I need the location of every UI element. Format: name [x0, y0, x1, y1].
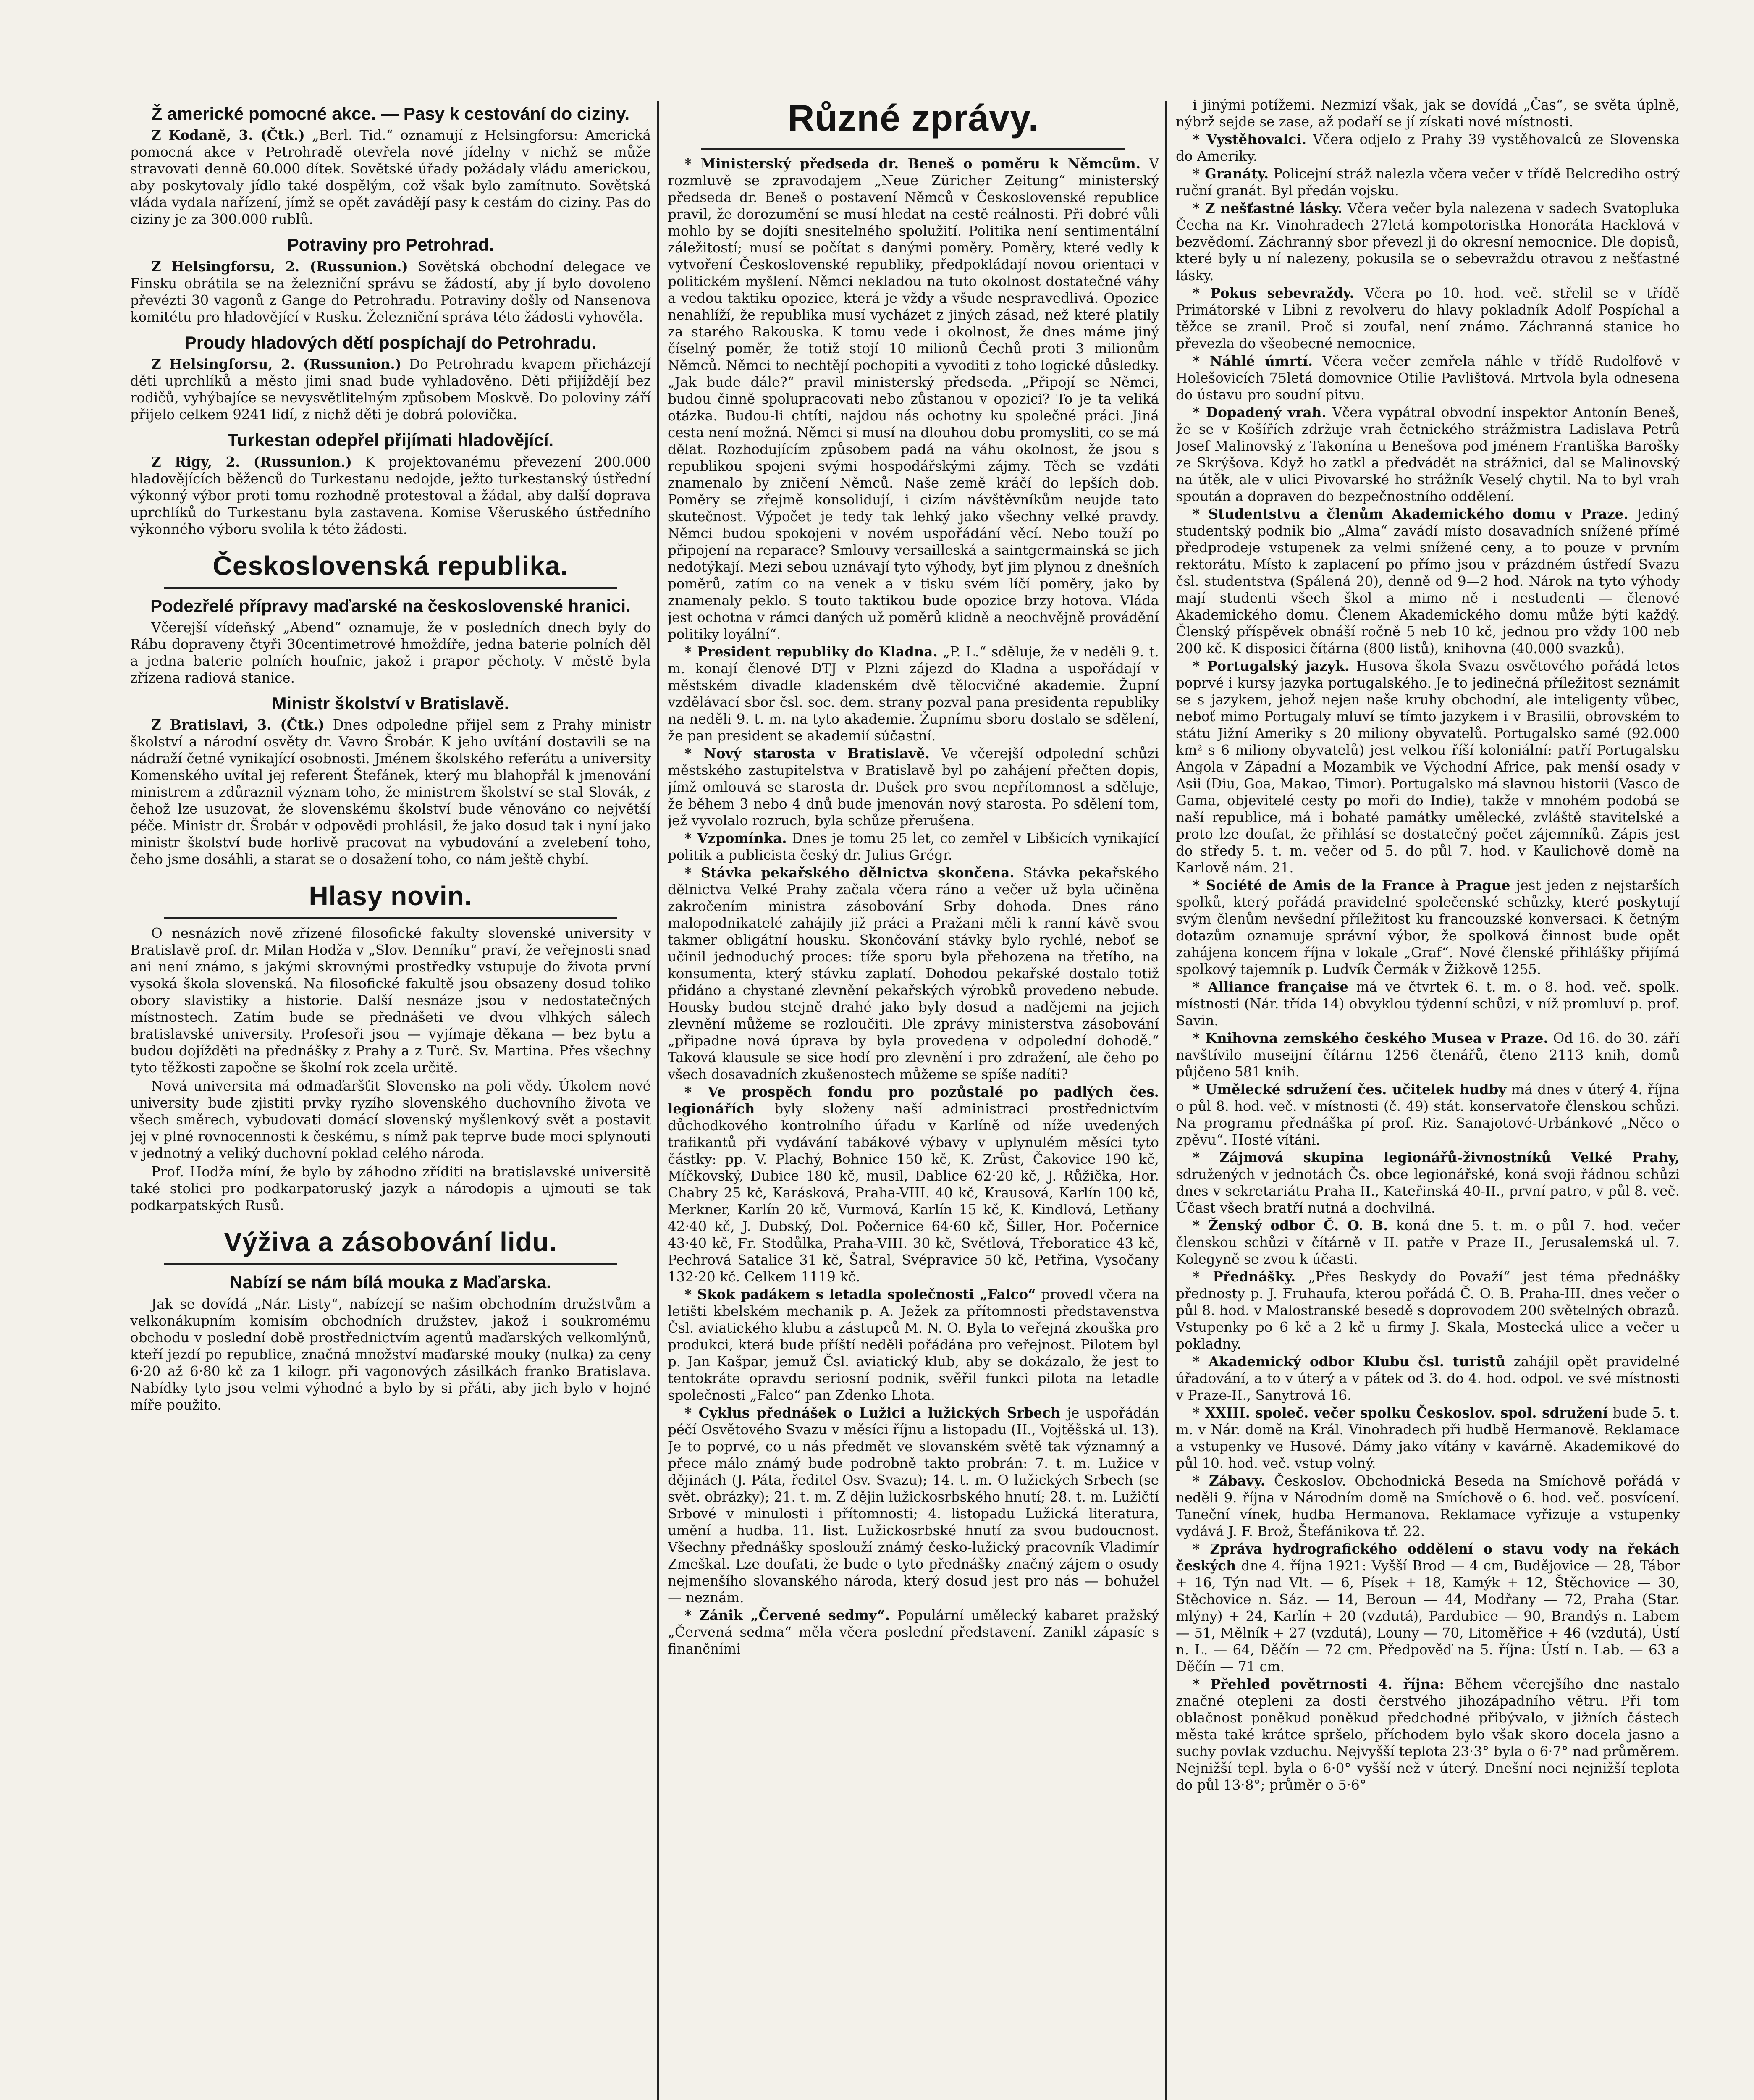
- item-lead: * Vystěhovalci.: [1193, 131, 1307, 147]
- item-text: „Berl. Tid.“ oznamují z Helsingforsu: Americká pomocná akce v Petrohradě otevřela nové jídelny v nichž se může stravovati denně 60.000 dítek. Sovětské úřady požádaly vládu americkou, aby poskytovaly jídlo také dospělým, což však bylo zamítnuto. Sovětská vláda vydala nařízení, jímž se opět zavádějí pasy k cestám do ciziny. Pas do ciziny je za 300.000 rublů.: [130, 127, 651, 228]
- article-paragraph: [130, 717, 651, 868]
- item-lead: * Náhlé úmrtí.: [1193, 353, 1313, 369]
- section-divider: [701, 148, 1125, 150]
- item-lead: * Umělecké sdružení čes. učitelek hudby: [1193, 1081, 1507, 1097]
- news-item: [1176, 200, 1680, 284]
- item-text: Včera večer byla nalezena v sadech Svatopluka Čecha na Kr. Vinohradech 27letá kompotoristka Honoráta Hacklová v bezvědomí. Záchranný sbor převezl ji do okresní nemocnice. Dle dopisů, které byly u ní nalezeny, pokusila se o sebevraždu otravou z nešťastné lásky.: [1176, 200, 1680, 284]
- news-item: [1176, 97, 1680, 130]
- news-item: [1176, 1353, 1680, 1404]
- item-text: Českoslov. Obchodnická Beseda na Smíchově pořádá v neděli 9. října v Národním domě na Smíchově o 6. hod. več. posvícení. Taneční vínek, hudba Hermanova. Reklamace vyřizuje a vstupenky vydává J. F. Brož, Štefánikova tř. 22.: [1176, 1473, 1680, 1539]
- news-item: [668, 1607, 1159, 1657]
- news-item: [1176, 1081, 1680, 1148]
- item-lead: * Z nešťastné lásky.: [1193, 200, 1342, 216]
- news-item: [668, 1084, 1159, 1285]
- news-item: [668, 1286, 1159, 1404]
- column-rule-right: [1165, 101, 1167, 2100]
- item-lead: Z Helsingforsu, 2. (Russunion.): [151, 258, 408, 275]
- news-item: [1176, 658, 1680, 876]
- item-text: K projektovanému převezení 200.000 hladovějících běženců do Turkestanu nedojde, ježto turkestanský ústřední výkonný výbor proti tomu rozhodně protestoval a žádal, aby další doprava uprchlíků do Turkestanu byla zastavena. Komise Všeruského ústředního výkonného výboru svolila k této žádosti.: [130, 454, 651, 537]
- item-text: má ve čtvrtek 6. t. m. o 8. hod. več. spolk. místnosti (Nár. třída 14) obvyklou týdenní schůzi, v níž promluví p. prof. Savin.: [1176, 979, 1680, 1029]
- item-lead: * Zájmová skupina legionářů-živnostníků Velké Prahy,: [1193, 1149, 1680, 1166]
- item-text: Včerejší vídeňský „Abend“ oznamuje, že v posledních dnech byly do Rábu dopraveny čtyři 30centimetrové hmoždíře, jedna baterie polních děl a jedna baterie polních houfnic, jakož i prapor pěchoty. V městě byla zřízena radiová stanice.: [130, 619, 651, 686]
- article-paragraph: [130, 1296, 651, 1413]
- item-text: má dnes v úterý 4. října o půl 8. hod. več. v místnosti (č. 49) stát. konservatoře členskou schůzi. Na programu přednáška pí prof. Riz. Sanajotové-Urbánkové „Něco o zpěvu“. Hosté vítáni.: [1176, 1082, 1680, 1148]
- news-item: [1176, 165, 1680, 199]
- item-lead: * Stávka pekařského dělnictva skončena.: [684, 864, 1015, 881]
- news-item: [1176, 1149, 1680, 1216]
- item-lead: Z Helsingforsu, 2. (Russunion.): [151, 356, 402, 373]
- item-lead: * Ženský odbor Č. O. B.: [1193, 1217, 1388, 1234]
- item-text: Prof. Hodža míní, že bylo by záhodno zříditi na bratislavské universitě také stolici pro podkarpatoruský jazyk a národopis a ujmouti se tak podkarpatských Rusů.: [130, 1164, 651, 1214]
- news-item: [668, 643, 1159, 744]
- item-text: provedl včera na letišti kbelském mechanik p. A. Ježek za přítomnosti představenstva Čsl. aviatického klubu a zástupců M. N. O. Byla to veřejná zkouška pro produkci, která bude příští neděli pořádána pro veřejnost. Pilotem byl p. Jan Kašpar, jemuž Čsl. aviatický klub, aby se dokázalo, že jest to tentokráte opravdu seriosní podnik, svěřil funkci pilota na letadle společnosti „Falco“ pan Zdenko Lhota.: [668, 1286, 1159, 1403]
- item-text: Jediný studentský podnik bio „Alma“ zavádí místo dosavadních snížené přímé předprodeje vstupenek za velmi snížené ceny, a to pouze v prvním rektorátu. Místo k zaplacení po přímo jsou v prázdném ústředí Svazu čsl. studentstva (Spálená 20), denně od 9—2 hod. Nárok na tyto výhody mají studenti všech škol a mimo ně i nestudenti — členové Akademického domu. Členem Akademického domu může býti každý. Členský příspěvek obnáší ročně 5 neb 10 kč, jednou pro vždy 100 neb 200 kč. K disposici čítárna (800 listů), knihovna (40.000 svazků).: [1176, 506, 1680, 656]
- item-lead: * Dopadený vrah.: [1193, 404, 1327, 420]
- item-lead: * Zpráva hydrografického oddělení o stavu vody na řekách českých: [1176, 1541, 1680, 1574]
- article-paragraph: [130, 454, 651, 538]
- item-text: zahájil opět pravidelné úřadování, a to v úterý a v pátek od 3. do 4. hod. odpol. ve své místnosti v Praze-II., Sanytrová 16.: [1176, 1354, 1680, 1403]
- article-headline: Ž americké pomocné akce. — Pasy k cestování do ciziny.: [151, 104, 630, 123]
- item-text: Husova škola Svazu osvětového pořádá letos poprvé i kursy jazyka portugalského. Je to jedinečná příležitost seznámit se s jazykem, jehož nejen naše kruhy obchodní, ale inteligenty vůbec, neboť mimo Portugaly mluví se tímto jazykem i v Brasilii, obrovském to státu Jižní Ameriky s 20 miliony obyvatelů. Portugalsko samé (92.000 km² s 6 miliony obyvatelů) jest velkou říší koloniální: patří Portugalsku Angola v Západní a Mozambik ve Východní Africe, pak menší osady v Asii (Diu, Goa, Makao, Timor). Portugalsko má slavnou historii (Vasco de Gama, objevitelé cesty po moři do Indie), takže v mnohém podobá se naší republice, má i bohaté památky umělecké, zvláště stavitelské a proto lze doufat, že přihlásí se dostatečný počet zájemníků. Zápis jest do středy 5. t. m. večer od 5. do půl 7. hod. v Kaulichově domě na Karlově nám. 21.: [1176, 658, 1680, 876]
- item-text: Stávka pekařského dělnictva Velké Prahy začala včera ráno a večer už byla učiněna zakročením ministra zásobování Srby dohoda. Dnes ráno malopodnikatelé zahájily již práci a Pražani měli k ranní kávě svou takmer obligátní housku. Skončování stávky bylo rychlé, neboť se učinil jednoduchý proces: tíže sporu byla přehozena na třetího, na konsumenta, který stávku zaplatí. Dohodou pekařské dostalo totiž přidáno a chystané zlevnění pekařských výrobků provedeno nebude. Housky budou stejně drahé jako byly dosud a nadějemi na jejich zlevnění můžeme se rozloučiti. Dle zprávy ministerstva zásobování „připadne nová úprava by byla provedena v odpolední dohodě.“ Taková klausule se sice hodí pro zlevnění i pro zdražení, ale čeho po všech dosavadních zkušenostech můžeme se spíše nadíti?: [668, 865, 1159, 1082]
- news-item: [1176, 1541, 1680, 1675]
- item-text: Ve včerejší odpolední schůzi městského zastupitelstva v Bratislavě byl po zahájení přečten dopis, jímž omlouvá se starosta dr. Dušek pro svou nepřítomnost a sděluje, že během 3 nebo 4 dnů bude jmenován nový starosta. Po sdělení tom, jež vyvolalo rozruch, byla schůze přerušena.: [668, 746, 1159, 829]
- item-text: koná dne 5. t. m. o půl 7. hod. večer členskou schůzi v čítárně v II. patře v Praze II., Jerusalemská ul. 7. Kolegyně se zvou k účasti.: [1176, 1218, 1680, 1267]
- item-text: Policejní stráž nalezla včera večer v třídě Belcrediho ostrý ruční granát. Byl předán vojsku.: [1176, 166, 1680, 199]
- news-item: [1176, 353, 1680, 403]
- item-lead: * Société de Amis de la France à Prague: [1193, 877, 1510, 893]
- article-paragraph: [130, 619, 651, 686]
- article-paragraph: [130, 1163, 651, 1214]
- item-text: Nová universita má odmaďaršťit Slovensko na poli vědy. Úkolem nové university bude zjistiti prvky ryzího slovenského duchovního života ve všech směrech, vybudovati domácí slovenský myšlenkový svět a postavit jej v plné rovnocennosti k českému, s nímž pak teprve bude moci splynouti v jednotný a veliký duchovní poklad celého národa.: [130, 1078, 651, 1162]
- item-text: i jinými potížemi. Nezmizí však, jak se dovídá „Čas“, se světa úplně, nýbrž sejde se zase, až podaří se jí získati nové místnosti.: [1176, 97, 1680, 130]
- item-lead: Z Rigy, 2. (Russunion.): [151, 453, 352, 470]
- item-text: byly složeny naší administraci prostřednictvím důchodkového kontrolního úřadu v Karlíně od níže uvedených trafikantů při vydávání tabákové výbavy v uplynulém měsíci tyto částky: pp. V. Plachý, Bohnice 150 kč, K. Zrůst, Čakovice 190 kč, Míčkovský, Dubice 180 kč, musil, Dablice 62·20 kč, J. Růžička, Hor. Chabry 25 kč, Karásková, Praha-VIII. 40 kč, Krausová, Karlín 100 kč, Merkner, Karlín 20 kč, Vurmová, Karlín 15 kč, K. Kindlová, Letňany 42·40 kč, J. Dubský, Dol. Počernice 64·60 kč, Šiller, Hor. Počernice 43·40 kč, Fr. Stodůlka, Praha-VIII. 30 kč, Světlová, Třeboratice 43 kč, Pechrová Satalice 31 kč, Šatral, Svépravice 50 kč, Petřina, Vysočany 132·20 kč. Celkem 1119 kč.: [668, 1101, 1159, 1285]
- section-heading: Výživa a zásobování lidu.: [224, 1227, 557, 1257]
- item-lead: * Přednášky.: [1193, 1268, 1296, 1285]
- item-lead: Z Kodaně, 3. (Čtk.): [151, 127, 305, 144]
- news-item: [1176, 1676, 1680, 1793]
- news-item: [1176, 1404, 1680, 1472]
- item-lead: * XXIII. společ. večer spolku Českoslov. spol. sdružení: [1193, 1404, 1608, 1421]
- item-text: Od 16. do 30. září navštívilo museijní čítárnu 1256 čtenářů, čteno 2113 knih, domů půjčeno 581 knih.: [1176, 1030, 1680, 1080]
- item-text: O nesnázích nově zřízené filosofické fakulty slovenské university v Bratislavě prof. dr. Milan Hodža v „Slov. Denníku“ praví, že veřejnosti snad ani není známo, s jakými skrovnými prostředky vstupuje do života první vysoká škola slovenská. Na filosofické fakultě jsou obsazeny dosud toliko obory slavistiky a historie. Další nesnáze jsou v nedostatečných místnostech. Zatím bude se přednášeti ve dvou vlhkých sálech bratislavské university. Profesoři jsou — vyjímaje děkana — bez bytu a budou dojížděti na přednášky z Prahy a z Turč. Sv. Martina. Přes všechny tyto těžkosti započne se školní rok zcela určitě.: [130, 925, 651, 1076]
- item-lead: * Pokus sebevraždy.: [1193, 285, 1354, 301]
- item-lead: * Knihovna zemského českého Musea v Praze.: [1193, 1030, 1548, 1046]
- article-headline: Proudy hladových dětí pospíchají do Petrohradu.: [184, 332, 597, 352]
- item-text: Dnes odpoledne přijel sem z Prahy ministr školství a národní osvěty dr. Vavro Šrobár. K jeho uvítání dostavili se na nádraží četné vynikající osobnosti. Jménem školského referátu a university Komenského uvítal jej referent Štefánek, který mu blahopřál k jmenování ministrem a zdůraznil význam toho, že ministrem školství se stal Slovák, z čehož lze usuzovat, že slovenskému školství bude věnováno co největší péče. Ministr dr. Šrobár v odpovědi prohlásil, že jako dosud tak i nyní jako ministr školství bude horlivě pracovat na vybudování a zvelebení toho, čeho jsme dosáhli, a starat se o dosažení toho, co nám ještě chybí.: [130, 717, 651, 868]
- item-text: Včera odjelo z Prahy 39 vystěhovalců ze Slovenska do Ameriky.: [1176, 131, 1680, 164]
- item-text: Včera večer zemřela náhle v třídě Rudolfově v Holešovicích 75letá domovnice Otilie Pavlištová. Mrtvola byla odnesena do ústavu pro soudní pitvu.: [1176, 353, 1680, 403]
- item-text: Včera vypátral obvodní inspektor Antonín Beneš, že se v Košířích zdržuje vrah četnického strážmistra Ladislava Petrů Josef Malinovský z Takonína u Benešova pod jménem Františka Barošky ze Skrýšova. Když ho zatkl a předvádět na strážnici, dal se Malinovský na útěk, ale v ulici Pivovarské ho strážník Veselý chytil. Na to byl vrah spoután a dopraven do bezpečnostního oddělení.: [1176, 404, 1680, 504]
- article-headline: Nabízí se nám bílá mouka z Maďarska.: [230, 1272, 551, 1292]
- article-paragraph: [130, 356, 651, 423]
- item-text: bude 5. t. m. v Nár. domě na Král. Vinohradech při hudbě Hermanově. Reklamace a vstupenky ve Husové. Dámy jako vítány v kavárně. Akademikové do půl 10. hod. več. vstup volný.: [1176, 1405, 1680, 1471]
- item-text: Dnes je tomu 25 let, co zemřel v Libšicích vynikající politik a publicista český dr. Julius Grégr.: [668, 830, 1159, 863]
- item-text: Populární umělecký kabaret pražský „Červená sedma“ měla včera poslední představení. Zanikl zápasíc s finančními: [668, 1607, 1159, 1657]
- news-item: [668, 1404, 1159, 1606]
- column-left: [130, 97, 651, 2100]
- news-item: [668, 830, 1159, 864]
- article-headline: Podezřelé přípravy maďarské na československé hranici.: [150, 596, 631, 616]
- news-item: [1176, 1268, 1680, 1352]
- item-lead: * Portugalský jazyk.: [1193, 658, 1350, 674]
- item-text: „P. L.“ sděluje, že v neděli 9. t. m. konají členové DTJ v Plzni zájezd do Kladna a uspořádají v městském divadle kladenském dvě tělocvičné akademie. Župní vzdělávací sbor čsl. soc. dem. strany pozval pana presidenta republiky na neděli 9. t. m. na tyto akademie. Župnímu sboru dostalo se sdělení, že pan president se akademií súčastní.: [668, 644, 1159, 744]
- news-item: [1176, 1030, 1680, 1080]
- item-lead: * Zábavy.: [1193, 1473, 1265, 1489]
- article-paragraph: [130, 1078, 651, 1162]
- news-item: [1176, 131, 1680, 165]
- item-text: sdružených v jednotách Čs. obce legionářské, koná svoji řádnou schůzi dnes v sekretariátu Praha II., Kateřinská 40-II., první patro, v půl 8. več. Účast všech bratří nutná a dochvilná.: [1176, 1166, 1680, 1216]
- item-text: dne 4. října 1921: Vyšší Brod — 4 cm, Budějovice — 28, Tábor + 16, Týn nad Vlt. — 6, Písek + 18, Kamýk + 12, Štěchovice — 30, Stěchovice n. Sáz. — 14, Beroun — 44, Modřany — 72, Praha (Star. mlýny) + 24, Karlín + 20 (vzdutá), Pardubice — 90, Brandýs n. Labem — 51, Mělník + 27 (vzdutá), Louny — 70, Litoměřice + 46 (vzdutá), Ústí n. L. — 64, Děčín — 72 cm. Předpověď na 5. října: Ústí n. Lab. — 63 a Děčín — 71 cm.: [1176, 1558, 1680, 1675]
- item-lead: * Zánik „Červené sedmy“.: [684, 1607, 890, 1623]
- item-lead: * Cyklus přednášek o Lužici a lužických Srbech: [684, 1404, 1061, 1421]
- news-item: [1176, 1473, 1680, 1540]
- article-paragraph: [130, 127, 651, 228]
- section-divider: [164, 917, 617, 919]
- item-lead: * President republiky do Kladna.: [684, 643, 938, 660]
- item-text: Jak se dovídá „Nár. Listy“, nabízejí se našim obchodním družstvům a velkonákupním komisím obchodních družstev, jakož i soukromému obchodu v poslední době prostřednictvím agentů maďarských velkomlýnů, kteří jezdí po republice, značná množství maďarské mouky (nulka) za ceny 6·20 až 6·80 kč za 1 kilogr. při vagonových zásilkách franko Bratislava. Nabídky tyto jsou velmi výhodné a bylo by si přáti, aby jich bylo v hojné míře použito.: [130, 1296, 651, 1413]
- item-lead: * Skok padákem s letadla společnosti „Falco“: [684, 1286, 1036, 1302]
- article-paragraph: [130, 258, 651, 326]
- column-right: [1176, 97, 1680, 2100]
- item-text: je uspořádán péčí Osvětového Svazu v měsíci říjnu a listopadu (II., Vojtěšská ul. 13). Je to poprvé, co u nás předmět ve slovanském světě tak významný a přece málo známý bude podrobně takto probrán: 7. t. m. Lužice v dějinách (J. Páta, ředitel Osv. Svazu); 14. t. m. O lužických Srbech (se svět. obrázky); 21. t. m. Z dějin lužickosrbského hnutí; 28. t. m. Lužičtí Srbové v minulosti i přítomnosti; 4. listopadu Lužická literatura, umění a hudba. 11. list. Lužickosrbské hnutí za svou budoucnost. Všechny přednášky sposlouží známý česko-lužický pracovník Vladimír Zmeškal. Lze doufati, že bude o tyto přednášky značný zájem o osudy nejmenšího slovanského národa, který dosud jest pro nás — bohužel — neznám.: [668, 1405, 1159, 1606]
- article-headline: Turkestan odepřel přijímati hladovějící.: [227, 430, 554, 450]
- news-item: [668, 864, 1159, 1083]
- news-item: [1176, 285, 1680, 352]
- section-divider: [164, 1263, 617, 1265]
- item-text: „Přes Beskydy do Považí“ jest téma přednášky přednosty p. J. Fruhaufa, kterou pořádá Č. O. B. Praha-III. dnes večer o půl 8. hod. v Malostranské besedě s doprovodem 200 světelných obrazů. Vstupenky po 6 kč a 2 kč u firmy J. Skala, Mostecká ulice a večer u pokladny.: [1176, 1269, 1680, 1352]
- news-item: [1176, 404, 1680, 505]
- item-lead: * Alliance française: [1193, 979, 1349, 995]
- item-text: Včera po 10. hod. več. střelil se v třídě Primátorské v Libni z revolveru do hlavy pokladník Adolf Pospíchal a těžce se zranil. Proč si zoufal, není známo. Záchranná stanice ho převezla do všeobecné nemocnice.: [1176, 285, 1680, 352]
- section-divider: [164, 587, 617, 589]
- item-lead: Z Bratislavi, 3. (Čtk.): [151, 717, 325, 733]
- article-paragraph: [130, 925, 651, 1076]
- article-headline: Ministr školství v Bratislavě.: [272, 693, 509, 713]
- item-lead: * Ministerský předseda dr. Beneš o poměru k Němcům.: [684, 155, 1141, 172]
- item-lead: * Studentstvu a členům Akademického domu v Praze.: [1193, 506, 1628, 522]
- news-item: [1176, 979, 1680, 1029]
- news-item: [1176, 506, 1680, 657]
- item-lead: * Nový starosta v Bratislavě.: [684, 745, 930, 761]
- item-lead: * Granáty.: [1193, 165, 1269, 182]
- item-lead: * Akademický odbor Klubu čsl. turistů: [1193, 1353, 1505, 1370]
- section-heading: Československá republika.: [212, 550, 569, 581]
- column-rule-left: [657, 101, 659, 2100]
- item-lead: * Ve prospěch fondu pro pozůstalé po padlých čes. legionářích: [668, 1084, 1159, 1117]
- item-lead: * Vzpomínka.: [684, 830, 787, 846]
- item-text: V rozmluvě se zpravodajem „Neue Züricher Zeitung“ ministerský předseda dr. Beneš o postavení Němců v Československé republice pravil, že dorozumění se musí hledat na cestě reálnosti. Při dobré vůli mohlo by se dojíti snesitelného spolužití. Politika není sentimentální záležitostí; musí se počítat s danými poměry. Poměry, které vedly k vytvoření Československé republiky, předpokládají novou orientaci v politickém myšlení. Němci nekladou na tuto okolnost dostatečné váhy a vedou taktiku opozice, která je vždy a všude nespravedlivá. Opozice nenahlíží, že republika musí vycházet z jiných zásad, než které platily za starého Rakouska. K tomu vede i okolnost, že dnes máme jiný číselný poměr, že totiž stojí 10 milionů Čechů proti 3 milionům Němců. Němci to nechtějí pochopiti a vyvoditi z toho logické důsledky. „Jak bude dále?“ pravil ministerský předseda. „Připojí se Němci, budou činně spolupracovati nebo zůstanou v opozici? To je ta veliká otázka. Budou-li chtíti, najdou nás ochotny ku společné práci. Jiná cesta není možná. Němci si musí na dlouhou dobu promysliti, co se má dělat. Rozhodujícím způsobem padá na váhu okolnost, že jsou s republikou spojeni svými hospodářskými zájmy. Těch se vzdáti znamenalo by zničení Němců. Naše země kráčí do lepších dob. Poměry se zřejmě konsolidují, i cizím návštěvníkům neujde tato skutečnost. Výpočet je tedy tak lehký jako všechny velké pravdy. Němci budou spokojeni v novém uspořádání věcí. Nebo touží po připojení na reparace? Smlouvy versailleská a saintgermainská se jich nedotýkají. Mezi sebou uznávají tyto výhody, byť jim plynou z dnešních poměrů, zatím co na venek a v tisku svém líčí poměry, jako by znamenaly peklo. S touto taktikou bude opozice brzy hotova. Vláda jest ochotna v rámci daných už poměrů klidně a neochvějně provádění politiky loyální“.: [668, 156, 1159, 642]
- news-item: [1176, 1217, 1680, 1268]
- item-text: Do Petrohradu kvapem přicházejí děti uprchlíků a město jimi snad bude vyhladověno. Děti přijíždějí bez rodičů, vyhýbajíce se nevysvětlitelným způsobem Moskvě. Do poloviny září přijelo celkem 9241 lidí, z nichž děti je dobrá polovička.: [130, 356, 651, 423]
- item-text: Během včerejšího dne nastalo značné otepleni za dosti čerstvého jihozápadního větru. Při tom oblačnost poněkud poněkud předchodné přibývalo, v jižních částech města také krátce spršelo, příchodem bylo však skoro docela jasno a suchy povlak vzduchu. Nejvyšší teplota 23·3° byla o 6·7° nad průměrem. Nejnižší tepl. byla o 6·0° vyšší než v úterý. Dnešní noci nejnižší teplota do půl 13·8°; průměr o 5·6°: [1176, 1676, 1680, 1793]
- article-headline: Potraviny pro Petrohrad.: [287, 235, 494, 255]
- item-text: Sovětská obchodní delegace ve Finsku obrátila se na železniční správu se žádostí, aby jí bylo dovoleno převézti 30 vagonů z Gange do Petrohradu. Potraviny došly od Nansenova komitétu pro hladovějící v Rusku. Železniční správa této žádosti vyhověla.: [130, 258, 651, 325]
- news-item: [668, 155, 1159, 643]
- item-text: jest jeden z nejstarších spolků, který pořádá pravidelné společenské schůzky, které poskytují svým členům nevšední příležitost ku francouzské konversaci. K četným dotazům oznamuje správní výbor, že spolková činnost bude opět zahájena koncem října v lokale „Graf“. Nové členské přihlášky přijímá spolkový tajemník p. Ludvík Čermák v Žižkově 1255.: [1176, 877, 1680, 977]
- section-heading: Různé zprávy.: [787, 97, 1039, 139]
- news-item: [668, 745, 1159, 829]
- item-lead: * Přehled povětrnosti 4. října:: [1193, 1676, 1445, 1692]
- column-middle: [668, 97, 1159, 2100]
- section-heading: Hlasy novin.: [309, 881, 472, 911]
- news-item: [1176, 877, 1680, 978]
